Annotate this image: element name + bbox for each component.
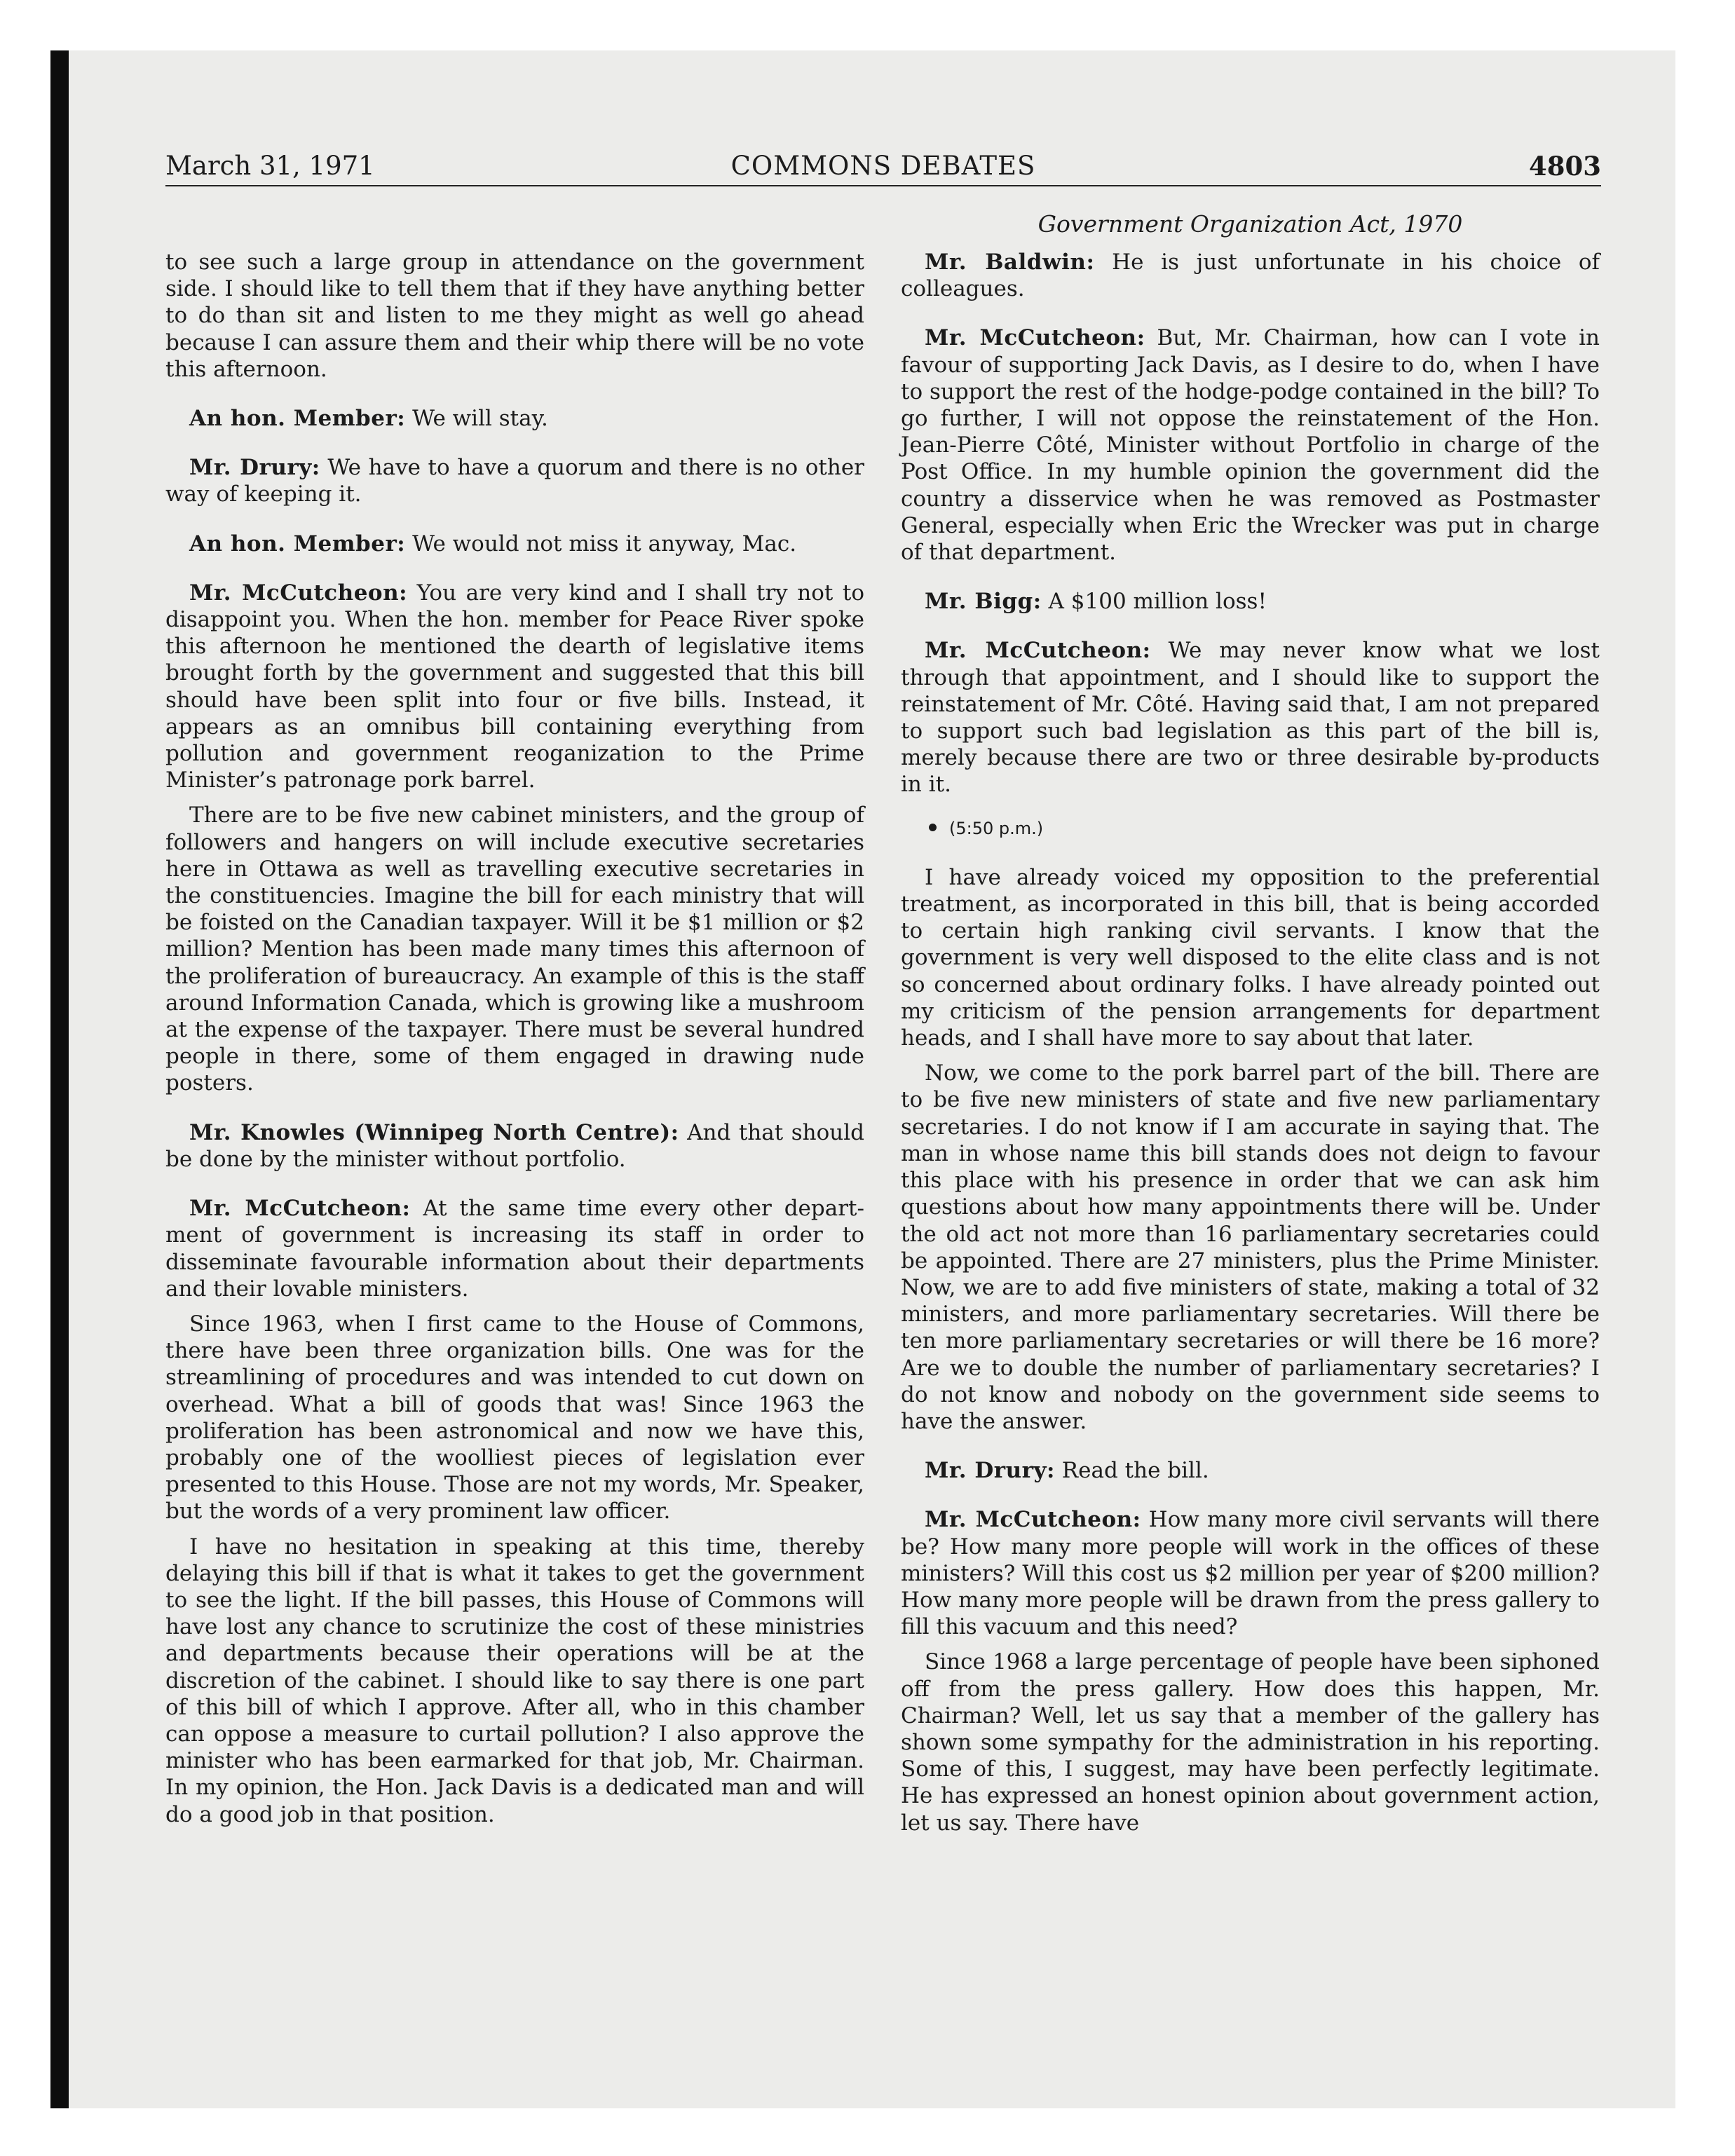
paragraph: I have already voiced my opposition to the preferential treatment, as incorporated in this bill, that is being accorded to certain high ranking civil servants. I know that the government is very well disposed to the elite class and is not so concerned about ordinary folks. I have already pointed out my criticism of the pension arrangements for department heads, and I shall have more to say about that later. <box>901 864 1600 1051</box>
header-title: COMMONS DEBATES <box>730 151 1036 181</box>
speech <box>901 325 1600 566</box>
binding-edge <box>50 50 69 2108</box>
speech-text: Read the bill. <box>1061 1458 1209 1484</box>
speech <box>901 1457 1600 1484</box>
speaker-name: Mr. Baldwin: <box>925 250 1095 275</box>
time-marker-text: (5:50 p.m.) <box>949 818 1044 838</box>
speech-text: We may never know what we lost through that appointment, and I should like to support the reinstatement of Mr. Côté. Having said that, I am not prepared to support such bad legislation as this part of the bill is, merely because there are two or three desirable by-products in it. <box>901 638 1600 798</box>
speaker-name: Mr. McCutcheon: <box>189 1196 411 1222</box>
speech-text: A $100 million loss! <box>1048 589 1267 615</box>
time-marker <box>901 815 1600 842</box>
speech-text: He is just unfortunate in his choice of colleagues. <box>901 250 1600 302</box>
speech <box>165 454 864 507</box>
paragraph: Since 1968 a large percentage of people have been siphoned off from the press gallery. How does this happen, Mr. Chairman? Well, let us say that a member of the gallery has shown some sympathy for the administration in his reporting. Some of this, I suggest, may have been perfectly legitimate. He has expressed an honest opinion about government action, let us say. There have <box>901 1649 1600 1836</box>
speech-text: How many more civil servants will there be? How many more people will work in the offices of these ministers? Will this cost us $2 million per year of $200 million? How many more people will be drawn from the press gallery to fill this vacuum and this need? <box>901 1507 1600 1640</box>
speech-text: We would not miss it anyway, Mac. <box>412 531 797 557</box>
speech <box>901 1506 1600 1640</box>
speech <box>165 531 864 557</box>
speech <box>901 588 1600 615</box>
speech <box>165 580 864 794</box>
paragraph: Since 1963, when I first came to the House of Commons, there have been three organization bills. One was for the streamlining of procedures and was intended to cut down on overhead. What a bill of goods that was! Since 1963 the proliferation has been astronomical and now we have this, probably one of the woolliest pieces of legislation ever presented to this House. Those are not my words, Mr. Speaker, but the words of a very prominent law officer. <box>165 1311 864 1524</box>
speech-text: At the same time every other department of government is increasing its staff in order to disseminate favourable information about their departments and their lovable ministers. <box>165 1196 864 1302</box>
speech-text: But, Mr. Chairman, how can I vote in favour of supporting Jack Davis, as I desire to do, when I have to support the rest of the hodge-podge contained in the bill? To go further, I will not oppose the reinstatement of the Hon. Jean-Pierre Côté, Minister without Portfolio in charge of the Post Office. In my humble opinion the government did the country a disservice when he was removed as Postmaster General, especially when Eric the Wrecker was put in charge of that department. <box>901 325 1600 566</box>
speaker-name: Mr. McCutcheon: <box>925 1507 1141 1533</box>
paragraph: to see such a large group in attendance on the government side. I should like to tell them that if they have anything better to do than sit and listen to me they might as well go ahead because I can assure them and their whip there will be no vote this afternoon. <box>165 250 864 382</box>
paragraph: Now, we come to the pork barrel part of the bill. There are to be five new ministers of state and five new parliamentary secretaries. I do not know if I am accurate in saying that. The man in whose name this bill stands does not deign to favour this place with his presence in order that we can ask him questions about how many appointments there will be. Under the old act not more than 16 parliamentary secretaries could be appointed. There are 27 ministers, plus the Prime Minister. Now, we are to add five ministers of state, making a total of 32 ministers, and more parliamentary secretaries. Will there be ten more parliamentary secretaries or will there be 16 more? Are we to double the number of parliamentary secretaries? I do not know and nobody on the government side seems to have the answer. <box>901 1060 1600 1434</box>
header-date: March 31, 1971 <box>165 151 375 181</box>
speaker-name: Mr. McCutcheon: <box>925 325 1145 351</box>
speech <box>901 637 1600 798</box>
paragraph: I have no hesitation in speaking at this time, thereby delaying this bill if that is what it takes to get the government to see the light. If the bill passes, this House of Commons will have lost any chance to scrutinize the cost of these ministries and departments because their operations will be at the discretion of the cabinet. I should like to say there is one part of this bill of which I approve. After all, who in this chamber can oppose a measure to curtail pollution? I also approve the minister who has been earmarked for that job, Mr. Chairman. In my opinion, the Hon. Jack Davis is a dedicated man and will do a good job in that position. <box>165 1534 864 1827</box>
speech-text: And that should be done by the minister without portfolio. <box>165 1119 865 1172</box>
paragraph: There are to be five new cabinet ministers, and the group of followers and hangers on will include executive secretaries here in Ottawa as well as travelling executive secretaries in the constituencies. Imagine the bill for each ministry that will be foisted on the Canadian taxpayer. Will it be $1 million or $2 million? Mention has been made many times this afternoon of the proliferation of bureaucracy. An example of this is the staff around Information Canada, which is growing like a mushroom at the expense of the taxpayer. There must be several hundred people in there, some of them engaged in drawing nude posters. <box>165 803 864 1096</box>
speaker-name: Mr. Drury: <box>189 455 320 481</box>
page-header <box>165 149 1601 184</box>
speech <box>165 1195 864 1302</box>
speaker-name: Mr. Drury: <box>925 1458 1055 1484</box>
speech-text: We have to have a quorum and there is no other way of keeping it. <box>165 455 864 507</box>
speaker-name: Mr. Bigg: <box>925 589 1042 615</box>
speaker-name: Mr. Knowles (Winnipeg North Centre): <box>189 1119 679 1145</box>
speech-text: We will stay. <box>412 406 548 432</box>
speech-text: You are very kind and I shall try not to disappoint you. When the hon. member for Peace River spoke this afternoon he mentioned the dearth of legislative items brought forth by the government and suggested that this bill should have been split into four or five bills. Instead, it appears as an omnibus bill containing everything from pollution and government reoganization to the Prime Minister’s patronage pork barrel. <box>165 580 864 793</box>
right-column <box>901 249 1600 1836</box>
header-rule <box>165 185 1601 186</box>
speaker-name: An hon. Member: <box>189 531 406 557</box>
speech <box>165 1119 864 1173</box>
left-column <box>165 249 864 1828</box>
speaker-name: Mr. McCutcheon: <box>925 638 1151 664</box>
speaker-name: Mr. McCutcheon: <box>189 580 408 606</box>
page-number: 4803 <box>1529 151 1601 182</box>
speaker-name: An hon. Member: <box>189 406 406 432</box>
speech <box>165 405 864 432</box>
speech <box>901 249 1600 302</box>
bullet-icon <box>929 824 937 831</box>
section-title: Government Organization Act, 1970 <box>1037 210 1463 238</box>
